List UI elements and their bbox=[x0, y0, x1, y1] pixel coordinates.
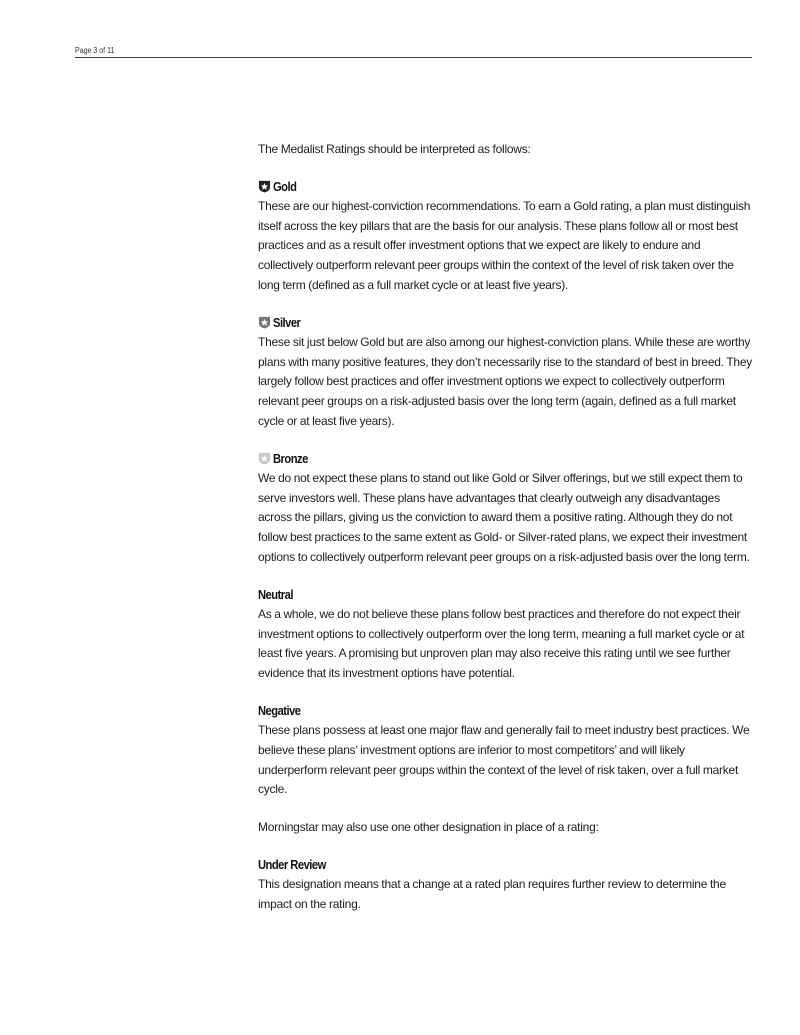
designation-under-review-title: Under Review bbox=[258, 857, 326, 873]
designation-under-review-heading bbox=[258, 856, 752, 874]
rating-bronze-title: Bronze bbox=[273, 451, 308, 467]
rating-neutral-section bbox=[258, 586, 752, 684]
rating-neutral-title: Neutral bbox=[258, 587, 293, 603]
rating-negative-heading bbox=[258, 702, 752, 720]
rating-bronze-heading bbox=[258, 450, 752, 468]
gold-medal-icon bbox=[258, 180, 271, 193]
rating-neutral-description: As a whole, we do not believe these plans follow best practices and therefore do not expect their investment options to collectively outperform over the long term, meaning a full market cycle or at least five years. A promising but unproven plan may also receive this rating until we see further evidence that its investment options have potential. bbox=[258, 606, 745, 681]
rating-bronze-section bbox=[258, 450, 752, 568]
bronze-medal-icon bbox=[258, 452, 271, 465]
rating-silver-title: Silver bbox=[273, 315, 301, 331]
page-number: Page 3 of 11 bbox=[75, 46, 115, 55]
rating-bronze-description: We do not expect these plans to stand out like Gold or Silver offerings, but we still expect them to serve investors well. These plans have advantages that clearly outweigh any disadvantages across the pillars, giving us the conviction to award them a positive rating. Although they do not follow best practices to the same extent as Gold- or Silver-rated plans, we expect their investment options to collectively outperform relevant peer groups on a risk-adjusted basis over the long term. bbox=[258, 470, 750, 564]
intro-paragraph: The Medalist Ratings should be interpreted as follows: bbox=[258, 142, 531, 156]
silver-medal-icon bbox=[258, 316, 271, 329]
rating-negative-description: These plans possess at least one major flaw and generally fail to meet industry best practices. We believe these plans’ investment options are inferior to most competitors’ and will likely underperform relevant peer groups within the context of the level of risk taken, over a full market cycle. bbox=[258, 722, 750, 797]
rating-silver-section bbox=[258, 314, 752, 432]
document-body bbox=[258, 140, 752, 933]
rating-gold-title: Gold bbox=[273, 179, 297, 195]
page-header bbox=[75, 46, 752, 58]
rating-neutral-heading bbox=[258, 586, 752, 604]
rating-gold-section bbox=[258, 178, 752, 296]
designation-under-review-section bbox=[258, 856, 752, 915]
rating-silver-heading bbox=[258, 314, 752, 332]
rating-silver-description: These sit just below Gold but are also among our highest-conviction plans. While these are worthy plans with many positive features, they don’t necessarily rise to the standard of best in breed. They largely follow best practices and offer investment options we expect to collectively outperform relevant peer groups on a risk-adjusted basis over the long term (again, defined as a full market cycle or at least five years). bbox=[258, 334, 753, 428]
designation-intro-paragraph: Morningstar may also use one other designation in place of a rating: bbox=[258, 820, 599, 835]
rating-negative-title: Negative bbox=[258, 703, 301, 719]
rating-gold-description: These are our highest-conviction recommendations. To earn a Gold rating, a plan must distinguish itself across the key pillars that are the basis for our analysis. These plans follow all or most best practices and as a result offer investment options that we expect are likely to endure and collectively outperform relevant peer groups within the context of the level of risk taken over the long term (defined as a full market cycle or at least five years). bbox=[258, 198, 751, 292]
designation-under-review-description: This designation means that a change at a rated plan requires further review to determine the impact on the rating. bbox=[258, 876, 726, 911]
rating-negative-section bbox=[258, 702, 752, 800]
rating-gold-heading bbox=[258, 178, 752, 196]
